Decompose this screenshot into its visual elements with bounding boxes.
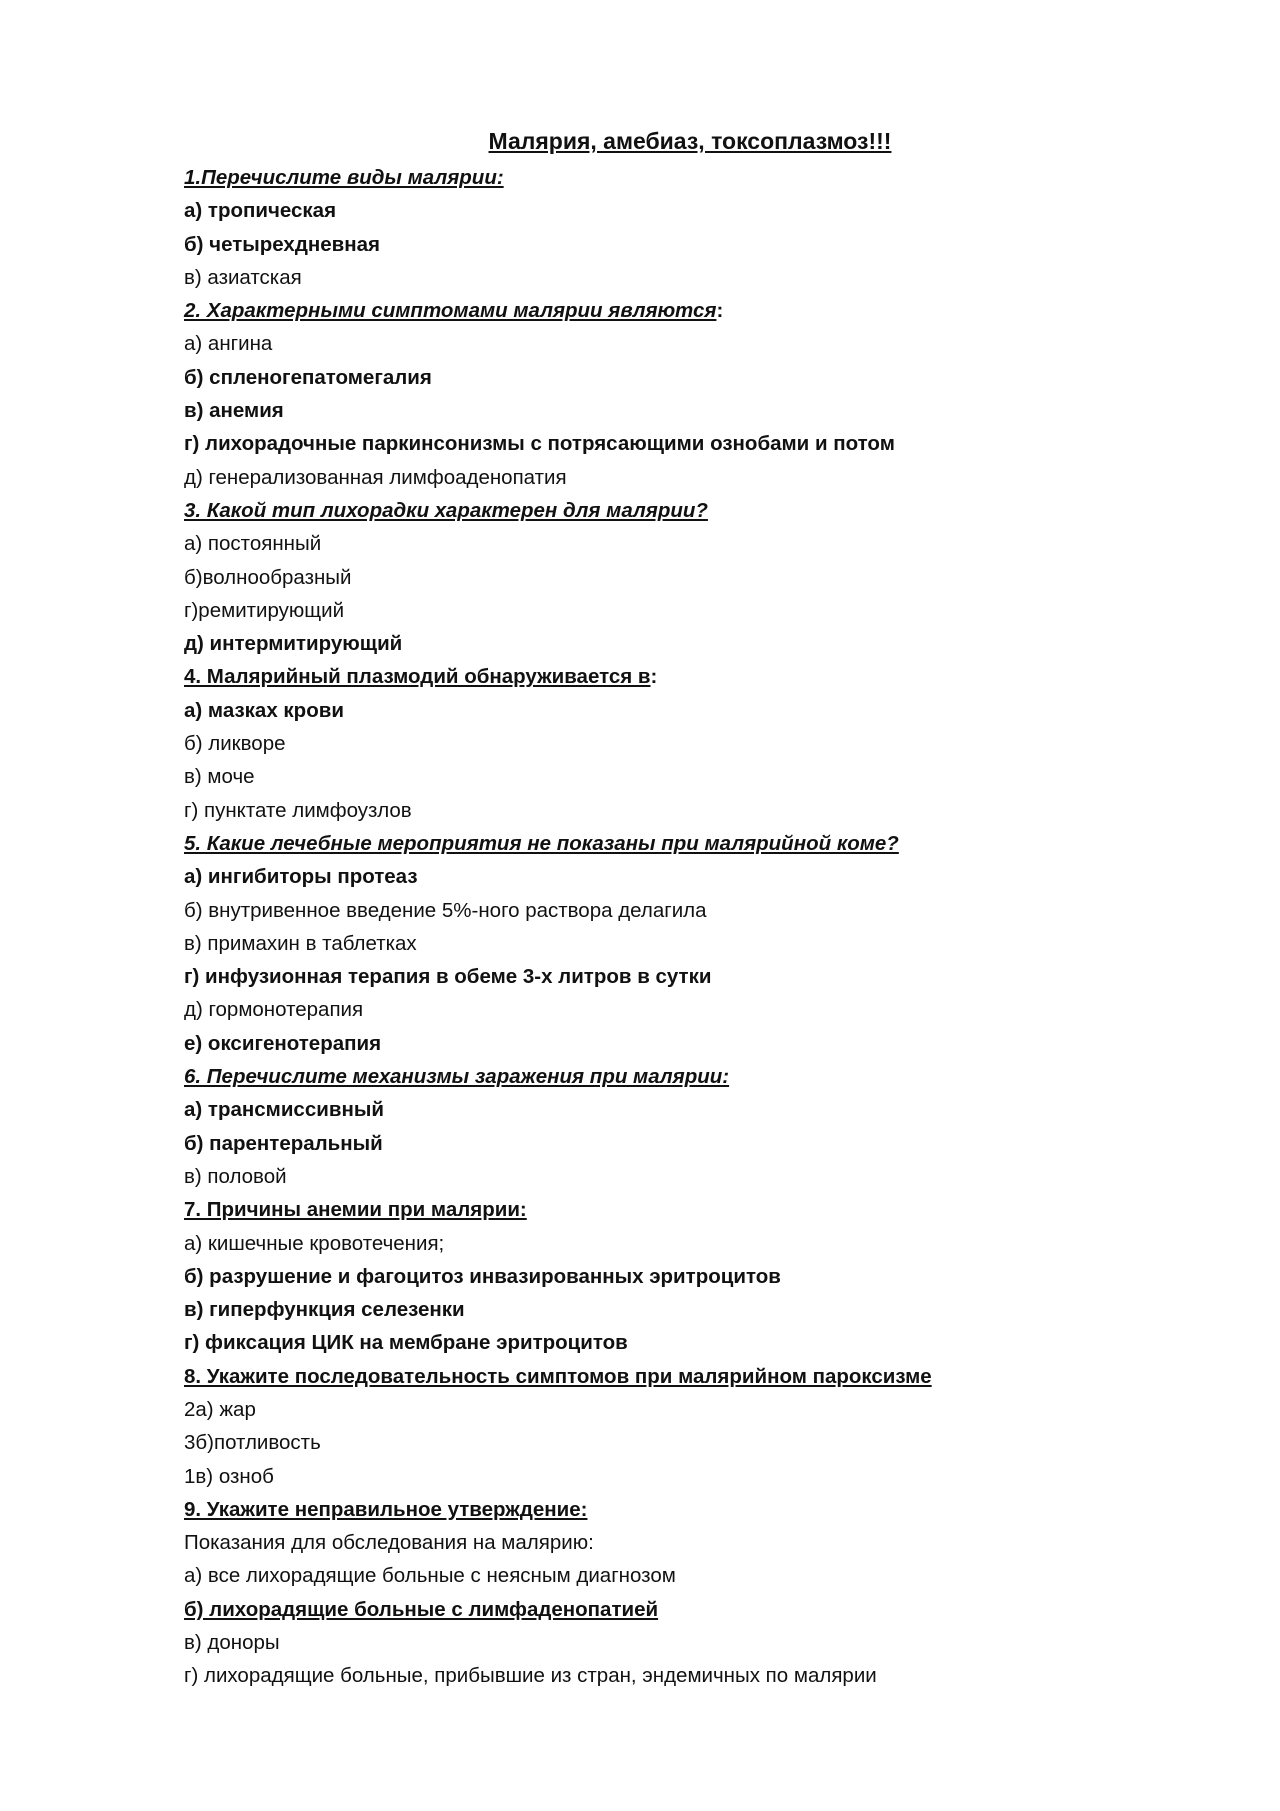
question-1-text: 1.Перечислите виды малярии: (184, 166, 504, 189)
q7-answer-a: а) кишечные кровотечения; (184, 1231, 445, 1255)
question-9 (184, 1493, 1244, 1526)
q2-answer-c: в) анемия (184, 399, 284, 423)
question-4-text: 4. Малярийный плазмодий обнаруживается в (184, 665, 651, 689)
q1-answer-b: б) четырехдневная (184, 232, 380, 256)
question-7 (184, 1193, 1244, 1226)
q4-answer-c: в) моче (184, 765, 255, 789)
q4-answer-a: а) мазках крови (184, 698, 344, 722)
question-4-colon: : (650, 665, 658, 689)
q5-answer-d: г) инфузионная терапия в обеме 3-х литров в сутки (184, 965, 712, 989)
question-6-text: 6. Перечислите механизмы заражения при малярии: (184, 1065, 730, 1089)
q5-answer-a: а) ингибиторы протеаз (184, 865, 418, 889)
q7-answer-d: г) фиксация ЦИК на мембране эритроцитов (184, 1331, 628, 1355)
question-8 (184, 1360, 1244, 1393)
quiz-content (184, 161, 1244, 1693)
q9-answer-c: в) доноры (184, 1631, 280, 1655)
q9-answer-a: а) все лихорадящие больные с неясным диагнозом (184, 1564, 676, 1588)
q4-answer-b: б) ликворе (184, 732, 286, 756)
question-2 (184, 294, 1244, 327)
question-3 (184, 494, 1244, 527)
q4-answer-d: г) пунктате лимфоузлов (184, 798, 412, 822)
q5-answer-c: в) примахин в таблетках (184, 931, 417, 955)
q8-answer-a: 2а) жар (184, 1397, 256, 1421)
q3-answer-b: б)волнообразный (184, 565, 352, 589)
document-title: Малярия, амебиаз, токсоплазмоз!!! (488, 128, 892, 154)
q9-answer-b: б) лихорадящие больные с лимфаденопатией (184, 1597, 659, 1621)
question-2-colon: : (716, 299, 724, 323)
q2-answer-b: б) спленогепатомегалия (184, 365, 432, 389)
q5-answer-f: е) оксигенотерапия (184, 1031, 382, 1055)
q6-answer-c: в) половой (184, 1164, 287, 1188)
q3-answer-d: д) интермитирующий (184, 632, 403, 656)
q6-answer-a: а) трансмиссивный (184, 1098, 384, 1122)
question-4 (184, 660, 1244, 693)
q2-answer-e: д) генерализованная лимфоаденопатия (184, 465, 567, 489)
q1-answer-c: в) азиатская (184, 265, 302, 289)
question-5 (184, 827, 1244, 860)
q5-answer-e: д) гормонотерапия (184, 998, 364, 1022)
q2-answer-a: а) ангина (184, 332, 273, 356)
q8-answer-c: 1в) озноб (184, 1464, 274, 1488)
q8-answer-b: 3б)потливость (184, 1431, 321, 1455)
question-6 (184, 1060, 1244, 1093)
q2-answer-d: г) лихорадочные паркинсонизмы с потрясающими ознобами и потом (184, 432, 895, 456)
question-1 (184, 161, 1244, 194)
q3-answer-a: а) постоянный (184, 532, 322, 556)
question-3-text: 3. Какой тип лихорадки характерен для малярии? (184, 498, 708, 522)
question-5-text: 5. Какие лечебные мероприятия не показаны при малярийной коме? (184, 831, 899, 855)
question-7-text: 7. Причины анемии при малярии: (184, 1198, 527, 1222)
question-2-text: 2. Характерными симптомами малярии являются (184, 299, 717, 323)
q7-answer-c: в) гиперфункция селезенки (184, 1298, 465, 1322)
q9-intro: Показания для обследования на малярию: (184, 1531, 594, 1555)
q5-answer-b: б) внутривенное введение 5%-ного раствора делагила (184, 898, 707, 922)
q7-answer-b: б) разрушение и фагоцитоз инвазированных эритроцитов (184, 1264, 781, 1288)
q1-answer-a: а) тропическая (184, 199, 337, 223)
q6-answer-b: б) парентеральный (184, 1131, 383, 1155)
q9-answer-d: г) лихорадящие больные, прибывшие из стран, эндемичных по малярии (184, 1664, 877, 1688)
q3-answer-c: г)ремитирующий (184, 598, 345, 622)
question-8-text: 8. Укажите последовательность симптомов при малярийном пароксизме (184, 1364, 932, 1388)
question-9-text: 9. Укажите неправильное утверждение: (184, 1497, 588, 1521)
